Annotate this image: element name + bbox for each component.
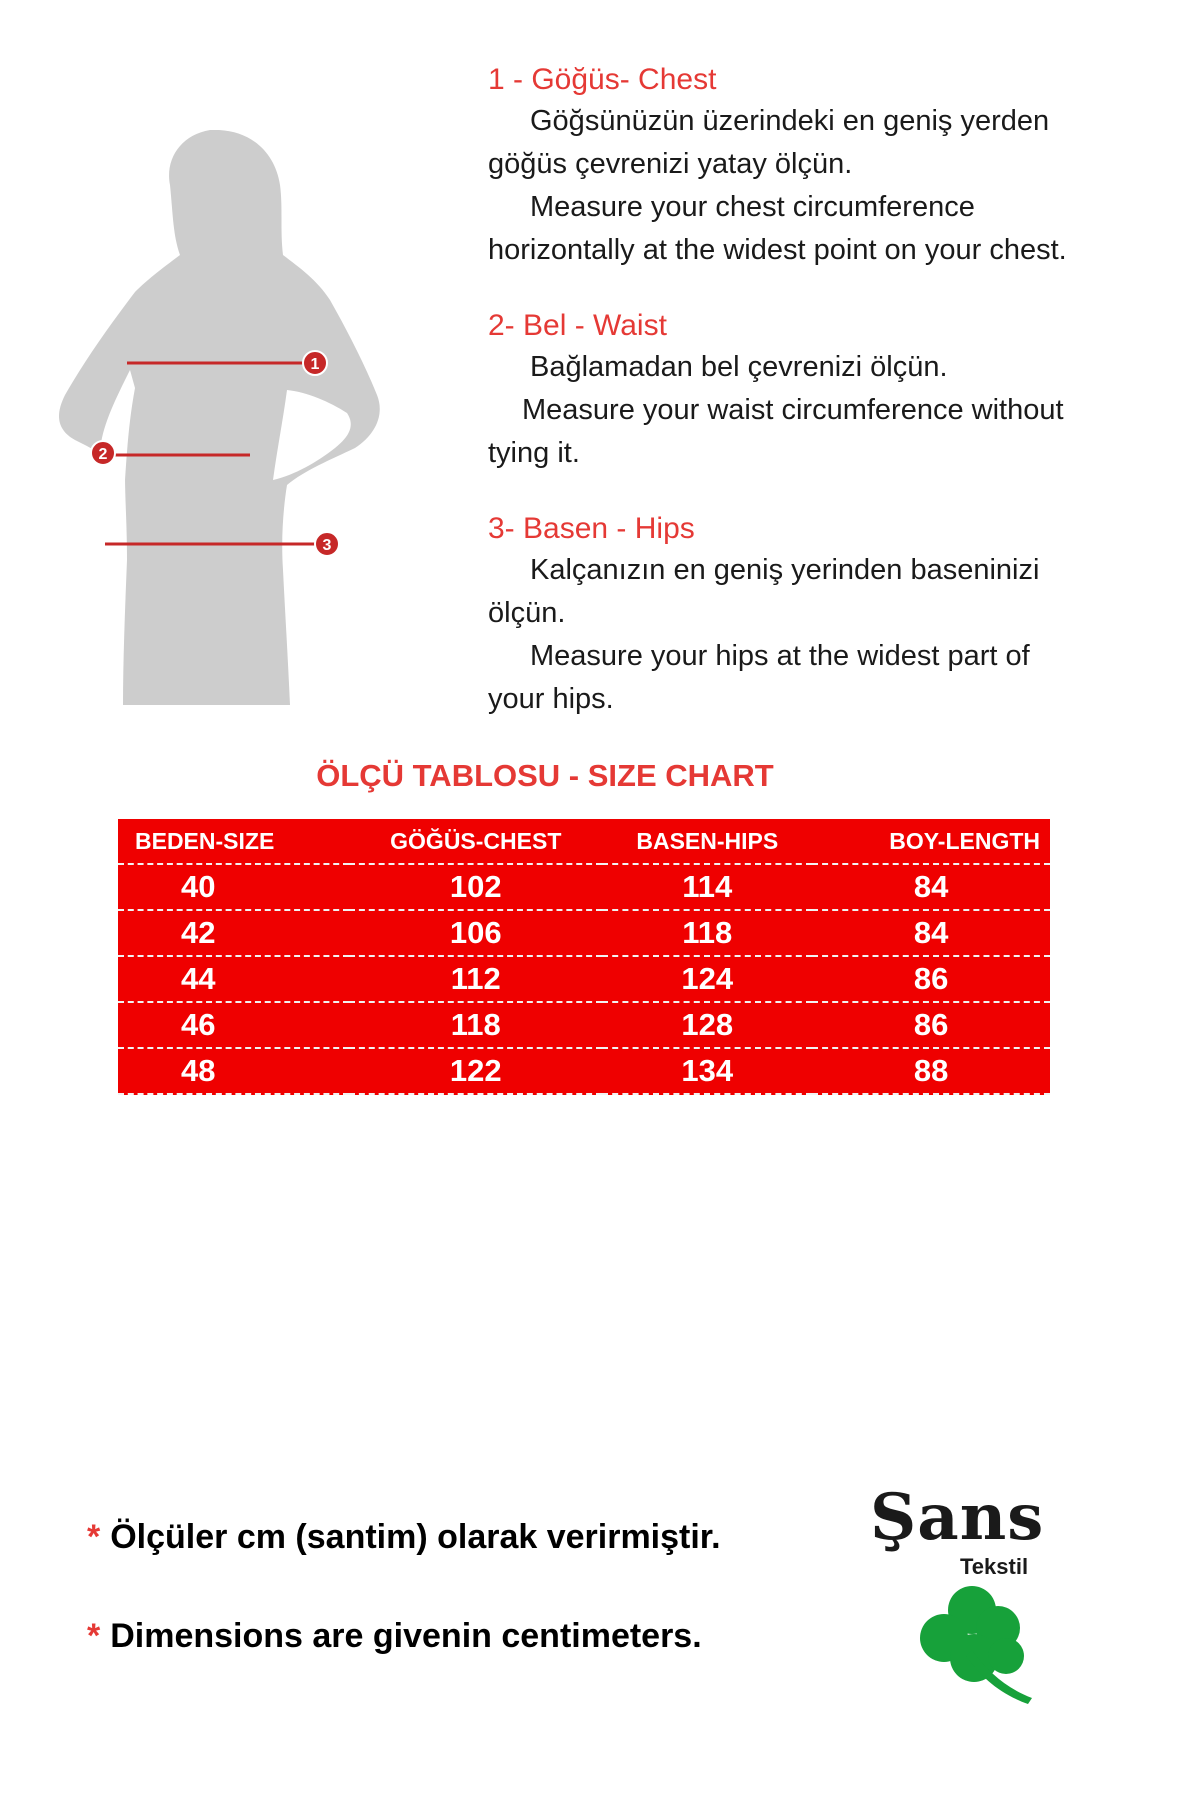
instruction-line: Measure your hips at the widest part of: [530, 640, 1030, 672]
instruction-line: horizontally at the widest point on your chest.: [488, 234, 1067, 266]
table-cell: 114: [602, 864, 812, 910]
table-cell: 40: [118, 864, 349, 910]
instruction-text: [488, 592, 1168, 635]
instruction-text: [488, 100, 1168, 143]
instruction-line: Kalçanızın en geniş yerinden baseninizi: [530, 554, 1040, 586]
instruction-line: tying it.: [488, 437, 580, 469]
table-cell: 84: [812, 910, 1050, 956]
table-cell: 88: [812, 1048, 1050, 1094]
instruction-title: 1 - Göğüs- Chest: [488, 63, 717, 96]
footnote-text: Ölçüler cm (santim) olarak verirmiştir.: [110, 1518, 721, 1556]
instruction-text: [488, 143, 1168, 186]
table-cell: 44: [118, 956, 349, 1002]
instruction-hips: [488, 509, 1168, 721]
table-cell: 112: [349, 956, 602, 1002]
brand-logo: [870, 1480, 1060, 1700]
table-cell: 134: [602, 1048, 812, 1094]
logo-wordmark: Şans: [870, 1480, 1045, 1555]
instruction-line: ölçün.: [488, 597, 566, 629]
table-cell: 48: [118, 1048, 349, 1094]
table-row: [118, 1048, 1050, 1094]
table-cell: 128: [602, 1002, 812, 1048]
instruction-text: [488, 346, 1168, 389]
clover-icon: [910, 1580, 1040, 1705]
marker-label-2: 2: [98, 446, 108, 463]
instruction-text: [488, 549, 1168, 592]
table-cell: 84: [812, 864, 1050, 910]
instruction-title: 2- Bel - Waist: [488, 309, 667, 342]
table-row: [118, 864, 1050, 910]
instruction-waist: [488, 306, 1168, 475]
table-cell: 86: [812, 956, 1050, 1002]
column-header-size: BEDEN-SIZE: [118, 819, 349, 864]
size-chart-table: [118, 819, 1050, 1095]
table-cell: 124: [602, 956, 812, 1002]
measurement-instructions: [488, 60, 1168, 755]
instruction-line: Göğsünüzün üzerindeki en geniş yerden: [530, 105, 1050, 137]
column-header-length: BOY-LENGTH: [812, 819, 1050, 864]
instruction-line: Measure your waist circumference without: [522, 394, 1064, 426]
table-cell: 118: [349, 1002, 602, 1048]
size-chart-title: ÖLÇÜ TABLOSU - SIZE CHART: [316, 758, 774, 793]
table-row: [118, 956, 1050, 1002]
column-header-chest: GÖĞÜS-CHEST: [349, 819, 602, 864]
column-header-hips: BASEN-HIPS: [602, 819, 812, 864]
instruction-line: your hips.: [488, 683, 614, 715]
footnote-units-tr: [87, 1518, 721, 1557]
instruction-line: Measure your chest circumference: [530, 191, 975, 223]
instruction-text: [488, 432, 1168, 475]
table-header-row: [118, 819, 1050, 864]
table-row: [118, 1002, 1050, 1048]
silhouette-image: [55, 130, 455, 710]
instruction-chest: [488, 60, 1168, 272]
footnote-text: Dimensions are givenin centimeters.: [110, 1617, 702, 1655]
instruction-text: [488, 635, 1168, 678]
footnote-asterisk: *: [87, 1617, 101, 1655]
instruction-text: [488, 186, 1168, 229]
instruction-text: [488, 389, 1168, 432]
instruction-text: [488, 678, 1168, 721]
table-cell: 46: [118, 1002, 349, 1048]
instruction-text: [488, 229, 1168, 272]
marker-label-3: 3: [322, 537, 332, 554]
table-cell: 42: [118, 910, 349, 956]
instruction-line: göğüs çevrenizi yatay ölçün.: [488, 148, 853, 180]
logo-subtitle: Tekstil: [960, 1554, 1029, 1579]
table-cell: 122: [349, 1048, 602, 1094]
body-measurement-diagram: [55, 130, 455, 710]
instruction-line: Bağlamadan bel çevrenizi ölçün.: [530, 351, 948, 383]
table-cell: 106: [349, 910, 602, 956]
table-cell: 86: [812, 1002, 1050, 1048]
footnote-units-en: [87, 1617, 702, 1656]
table-cell: 118: [602, 910, 812, 956]
marker-label-1: 1: [310, 356, 320, 373]
footnote-asterisk: *: [87, 1518, 101, 1556]
table-row: [118, 910, 1050, 956]
table-cell: 102: [349, 864, 602, 910]
instruction-title: 3- Basen - Hips: [488, 512, 695, 545]
